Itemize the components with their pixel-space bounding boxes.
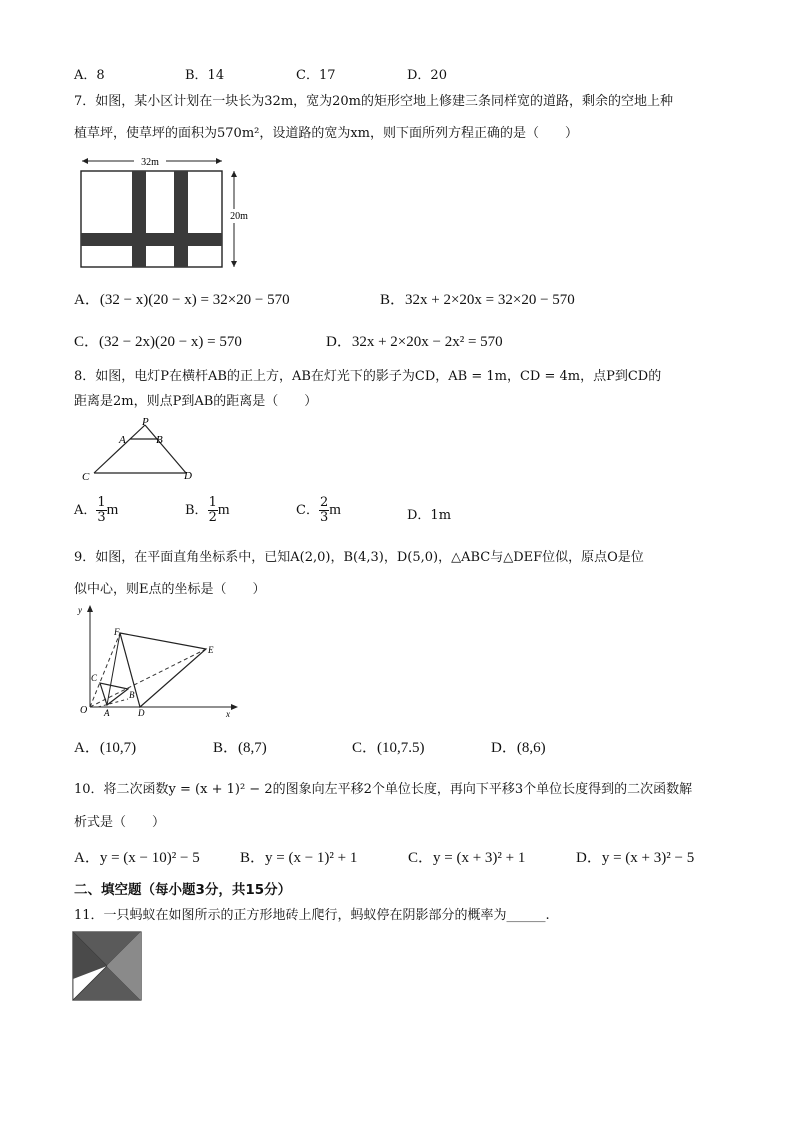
q9-label-o: O bbox=[80, 705, 88, 716]
q7-option-a: A．(32 − x)(20 − x) = 32×20 − 570 bbox=[74, 292, 290, 308]
q11-stem: 11．一只蚂蚁在如图所示的正方形地砖上爬行，蚂蚁停在阴影部分的概率为______. bbox=[74, 908, 550, 923]
q9-option-c: C．(10,7.5) bbox=[352, 740, 425, 756]
q9-homothety-figure bbox=[74, 603, 244, 721]
q9-stem-line1: 9．如图，在平面直角坐标系中，已知A(2,0)，B(4,3)，D(5,0)，△ABC与△DEF位似，原点O是位 bbox=[74, 550, 644, 565]
q10-option-c: C．y = (x + 3)² + 1 bbox=[408, 850, 526, 866]
q7-option-b: B．32x + 2×20x = 32×20 − 570 bbox=[380, 292, 575, 308]
q9-label-c: C bbox=[91, 673, 98, 683]
q7-option-d: D．32x + 2×20x − 2x² = 570 bbox=[326, 334, 503, 350]
q8-label-d: D bbox=[184, 470, 192, 482]
q8-label-p: P bbox=[142, 416, 149, 428]
q10-stem-line1: 10．将二次函数y = (x + 1)² − 2的图象向左平移2个单位长度，再向下平移3个单位长度得到的二次函数解 bbox=[74, 782, 693, 797]
q9-label-d: D bbox=[138, 708, 145, 718]
q8-stem-line1: 8．如图，电灯P在横杆AB的正上方，AB在灯光下的影子为CD，AB = 1m，CD = 4m，点P到CD的 bbox=[74, 369, 662, 384]
q9-label-x: x bbox=[226, 709, 230, 719]
q7-stem-line2: 植草坪，使草坪的面积为570m²，设道路的宽为xm，则下面所列方程正确的是（ ） bbox=[74, 126, 579, 141]
q7-height-label: 20m bbox=[230, 211, 248, 222]
q6-option-a: A．8 bbox=[74, 68, 105, 83]
q7-vertical-road-1 bbox=[132, 171, 146, 267]
q7-road-figure bbox=[72, 153, 252, 273]
q9-option-d: D．(8,6) bbox=[491, 740, 546, 756]
q7-width-label: 32m bbox=[141, 157, 159, 168]
section-2-title: 二、填空题（每小题3分，共15分） bbox=[74, 882, 292, 898]
q6-option-b: B．14 bbox=[185, 68, 225, 83]
q9-label-b: B bbox=[129, 690, 135, 700]
q6-option-d: D．20 bbox=[407, 68, 447, 83]
q9-label-a: A bbox=[104, 708, 110, 718]
q8-light-figure bbox=[74, 415, 204, 485]
q9-stem-line2: 似中心，则E点的坐标是（ ） bbox=[74, 582, 266, 597]
q8-label-c: C bbox=[82, 471, 90, 483]
q8-stem-line2: 距离是2m，则点P到AB的距离是（ ） bbox=[74, 394, 318, 409]
q8-option-b: B． $\frac{1}{2}$ m bbox=[185, 495, 230, 525]
q8-option-d: D．1m bbox=[407, 508, 452, 523]
q7-stem-line1: 7．如图，某小区计划在一块长为32m，宽为20m的矩形空地上修建三条同样宽的道路，剩余的空地上种 bbox=[74, 94, 674, 109]
q6-option-c: C．17 bbox=[296, 68, 336, 83]
q9-option-a: A．(10,7) bbox=[74, 740, 137, 756]
q9-label-e: E bbox=[208, 645, 214, 655]
q7-option-c: C．(32 − 2x)(20 − x) = 570 bbox=[74, 334, 242, 350]
q10-option-a: A．y = (x − 10)² − 5 bbox=[74, 850, 200, 866]
q8-option-c: C． $\frac{2}{3}$ m bbox=[296, 495, 341, 525]
q9-label-f: F bbox=[114, 627, 120, 637]
q8-label-a: A bbox=[119, 434, 126, 446]
q8-label-b: B bbox=[156, 434, 163, 446]
q9-label-y: y bbox=[78, 605, 82, 615]
q7-vertical-road-2 bbox=[174, 171, 188, 267]
q7-horizontal-road bbox=[81, 233, 222, 246]
q10-stem-line2: 析式是（ ） bbox=[74, 815, 166, 830]
q10-option-d: D．y = (x + 3)² − 5 bbox=[576, 850, 695, 866]
q11-tile-figure bbox=[72, 931, 144, 1003]
q10-option-b: B．y = (x − 1)² + 1 bbox=[240, 850, 358, 866]
q9-option-b: B．(8,7) bbox=[213, 740, 267, 756]
q8-option-a: A． $\frac{1}{3}$ m bbox=[74, 495, 119, 525]
